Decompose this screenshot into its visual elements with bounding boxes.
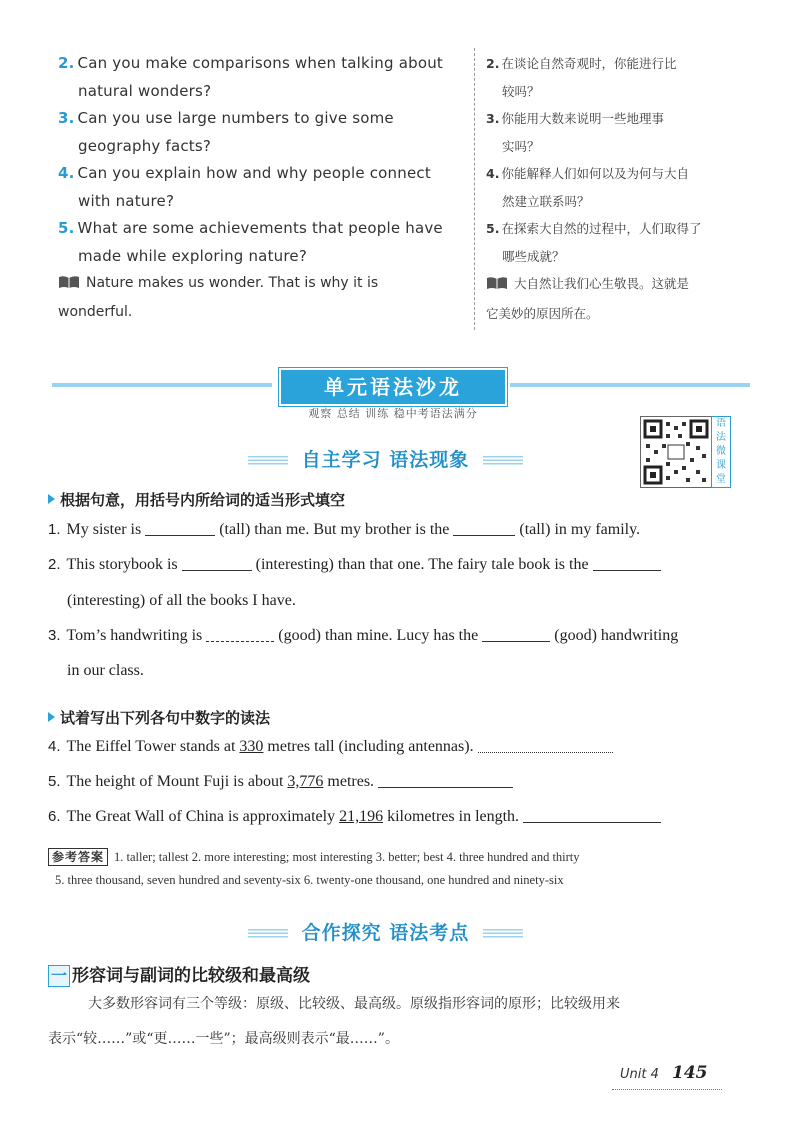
exercise-5: 5. The height of Mount Fuji is about 3,776 metres. [48, 773, 513, 791]
unit-grammar-banner: 单元语法沙龙 [279, 368, 507, 406]
answer-blank[interactable] [523, 808, 661, 823]
answer-blank[interactable] [182, 556, 252, 571]
exercise-1: 1. My sister is (tall) than me. But my brother is the (tall) in my family. [48, 521, 641, 538]
heading-bars-right [483, 929, 523, 938]
question-3: 3. Can you use large numbers to give some geography facts? [58, 109, 394, 155]
page-footer [612, 1061, 722, 1090]
exercise-6: 6. The Great Wall of China is approximately 21,196 kilometres in length. [48, 808, 661, 826]
part1-paragraph: 大多数形容词有三个等级：原级、比较级、最高级。原级指形容词的原形；比较级用来 表示“较……”或“更……一些”；最高级则表示“最……”。 [48, 996, 620, 1047]
exercise-4: 4. The Eiffel Tower stands at 330 metres tall (including antennas). [48, 738, 613, 756]
answer-blank[interactable] [378, 773, 513, 788]
part1-heading: 一 形容词与副词的比较级和最高级 [48, 961, 310, 987]
cn-question-5: 5. 在探索大自然的过程中，人们取得了 哪些成就？ [486, 221, 702, 264]
qr-side-label: 语 法 微 课 堂 [711, 416, 731, 488]
question-4: 4. Can you explain how and why people connect with nature? [58, 164, 431, 210]
triangle-icon [48, 494, 55, 504]
answer-blank[interactable] [593, 556, 661, 571]
exercise-3: 3. Tom’s handwriting is (good) than mine. Lucy has the (good) handwriting [48, 627, 679, 644]
answer-blank[interactable] [145, 521, 215, 536]
book-icon [486, 272, 508, 300]
unit-label: Unit 4 [620, 1067, 659, 1082]
page-number: 145 [672, 1063, 708, 1083]
reference-answers: 参考答案 1. taller; tallest 2. more interesting; most interesting 3. better; best 4. three hundred and thirty 5. three thousand, seven hundred and seventy-six 6. twenty-one thousand, one hundred and ninety-six [48, 846, 580, 892]
heading-bars-right [483, 456, 523, 465]
banner-subtitle: 观察 总结 训练 稳中考语法满分 [308, 407, 478, 420]
section-heading-cooperative: 合作探究 语法考点 [248, 918, 523, 945]
answer-blank[interactable] [478, 738, 613, 753]
question-2: 2. Can you make comparisons when talking about natural wonders? [58, 54, 443, 100]
banner-line-right [510, 383, 750, 387]
exercise-2: 2. This storybook is (interesting) than that one. The fairy tale book is the [48, 556, 661, 574]
chinese-translations [486, 50, 746, 327]
quote-chinese: 大自然让我们心生敬畏。这就是 它美妙的原因所在。 [486, 270, 746, 327]
book-icon [58, 272, 80, 299]
qr-code-icon [640, 416, 712, 488]
column-divider [474, 48, 475, 330]
cn-question-3: 3. 你能用大数来说明一些地理事 实吗？ [486, 111, 664, 154]
heading-bars-left [248, 456, 288, 465]
triangle-icon [48, 712, 55, 722]
answer-blank[interactable] [206, 627, 274, 642]
cn-question-4: 4. 你能解释人们如何以及为何与大自 然建立联系吗？ [486, 166, 689, 209]
cn-question-2: 2. 在谈论自然奇观时，你能进行比 较吗？ [486, 56, 677, 99]
english-questions [58, 50, 458, 326]
task1-instruction: 根据句意，用括号内所给词的适当形式填空 [48, 489, 345, 510]
part-number-badge: 一 [48, 965, 70, 987]
task2-instruction: 试着写出下列各句中数字的读法 [48, 707, 270, 728]
heading-bars-left [248, 929, 288, 938]
answer-blank[interactable] [453, 521, 515, 536]
quote-english: Nature makes us wonder. That is why it is wonderful. [58, 270, 458, 326]
answer-blank[interactable] [482, 627, 550, 642]
question-5: 5. What are some achievements that people have made while exploring nature? [58, 219, 443, 265]
section-heading-self-study: 自主学习 语法现象 [248, 445, 523, 472]
banner-line-left [52, 383, 272, 387]
exercise-2-cont: (interesting) of all the books I have. [67, 592, 296, 609]
exercise-3-cont: in our class. [67, 662, 144, 679]
answers-label: 参考答案 [48, 848, 108, 866]
